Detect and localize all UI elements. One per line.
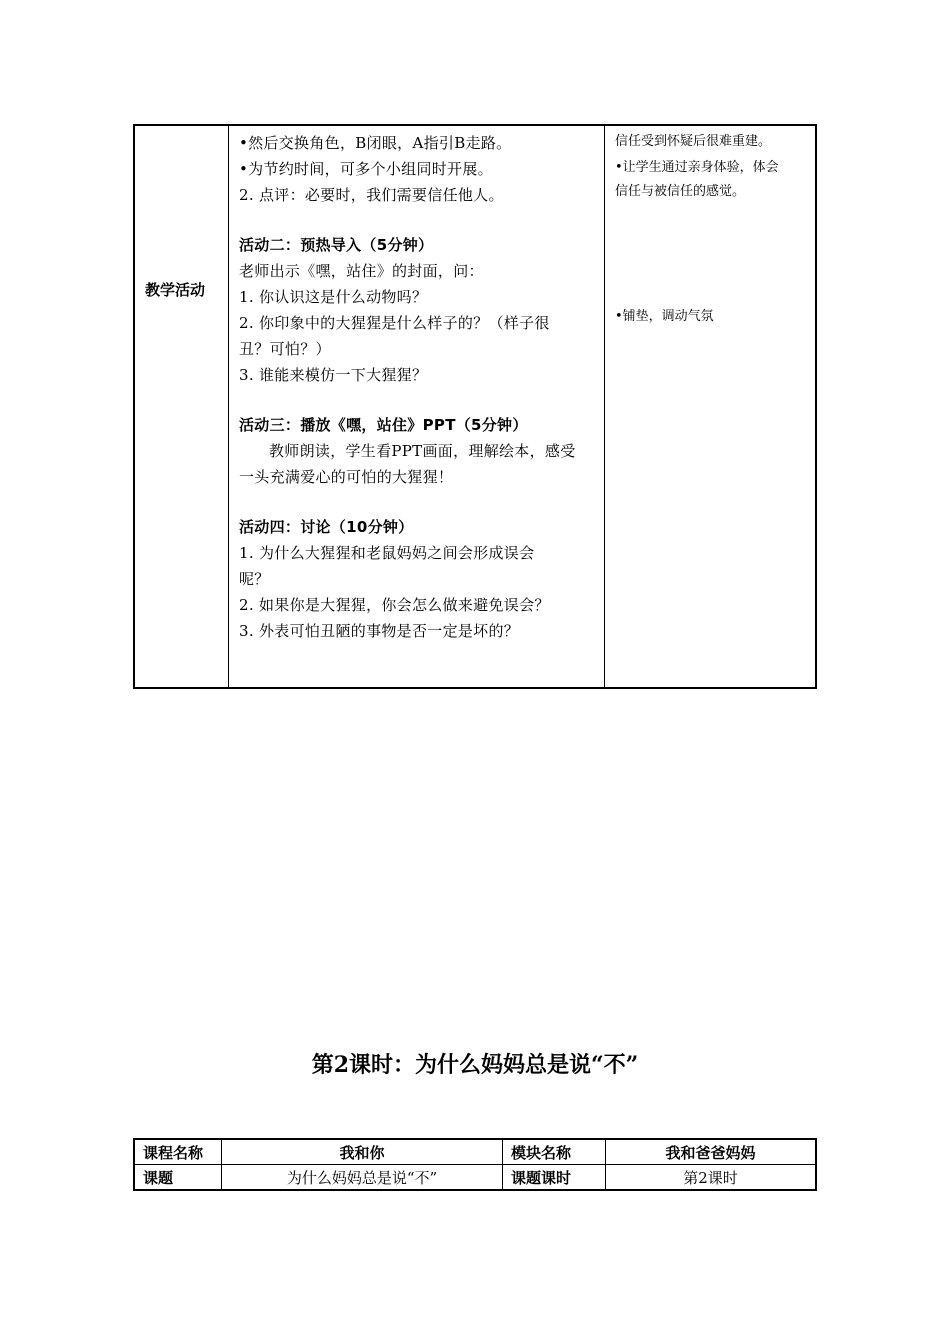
row-label: 教学活动	[145, 281, 206, 299]
topic-value: 为什么妈妈总是说“不”	[222, 1165, 503, 1191]
notes-cell	[605, 126, 815, 687]
course-info-table	[133, 1138, 817, 1191]
note-line: 信任与被信任的感觉。	[615, 184, 746, 199]
content-line: 3. 谁能来模仿一下大猩猩？	[239, 366, 428, 384]
note-line: 信任受到怀疑后很难重建。	[615, 134, 772, 149]
section-title: 第2课时：为什么妈妈总是说“不”	[311, 1052, 639, 1078]
content-line: 呢？	[239, 570, 270, 588]
module-name-label: 模块名称	[503, 1139, 606, 1165]
table-row	[134, 1165, 816, 1191]
content-line: •然后交换角色，B闭眼，A指引B走路。	[239, 134, 512, 152]
topic-period-value: 第2课时	[606, 1165, 817, 1191]
activity-table	[133, 124, 817, 689]
content-line: 1. 为什么大猩猩和老鼠妈妈之间会形成误会	[239, 544, 535, 562]
content-line: 2. 点评：必要时，我们需要信任他人。	[239, 186, 504, 204]
activity-heading: 活动三：播放《嘿，站住》PPT（5分钟）	[239, 416, 528, 434]
content-line: 教师朗读，学生看PPT画面，理解绘本，感受	[269, 442, 576, 460]
content-line: 2. 如果你是大猩猩，你会怎么做来避免误会？	[239, 596, 550, 614]
module-name-value: 我和爸爸妈妈	[606, 1139, 817, 1165]
content-line: 1. 你认识这是什么动物吗？	[239, 288, 428, 306]
course-name-label: 课程名称	[134, 1139, 222, 1165]
content-line: 一头充满爱心的可怕的大猩猩！	[239, 468, 454, 486]
content-line: 丑？可怕？）	[239, 340, 331, 358]
table-row	[134, 1139, 816, 1165]
course-name-value: 我和你	[222, 1139, 503, 1165]
row-label-cell	[135, 126, 229, 687]
content-line: 2. 你印象中的大猩猩是什么样子的？（样子很	[239, 314, 550, 332]
note-line: •铺垫，调动气氛	[615, 309, 714, 324]
activity-heading: 活动四：讨论（10分钟）	[239, 518, 414, 536]
activity-heading: 活动二：预热导入（5分钟）	[239, 236, 434, 254]
content-line: 老师出示《嘿，站住》的封面，问：	[239, 262, 484, 280]
content-cell	[229, 126, 605, 687]
topic-label: 课题	[134, 1165, 222, 1191]
topic-period-label: 课题课时	[503, 1165, 606, 1191]
content-line: 3. 外表可怕丑陋的事物是否一定是坏的？	[239, 622, 520, 640]
note-line: •让学生通过亲身体验，体会	[615, 160, 779, 175]
content-line: •为节约时间，可多个小组同时开展。	[239, 160, 493, 178]
